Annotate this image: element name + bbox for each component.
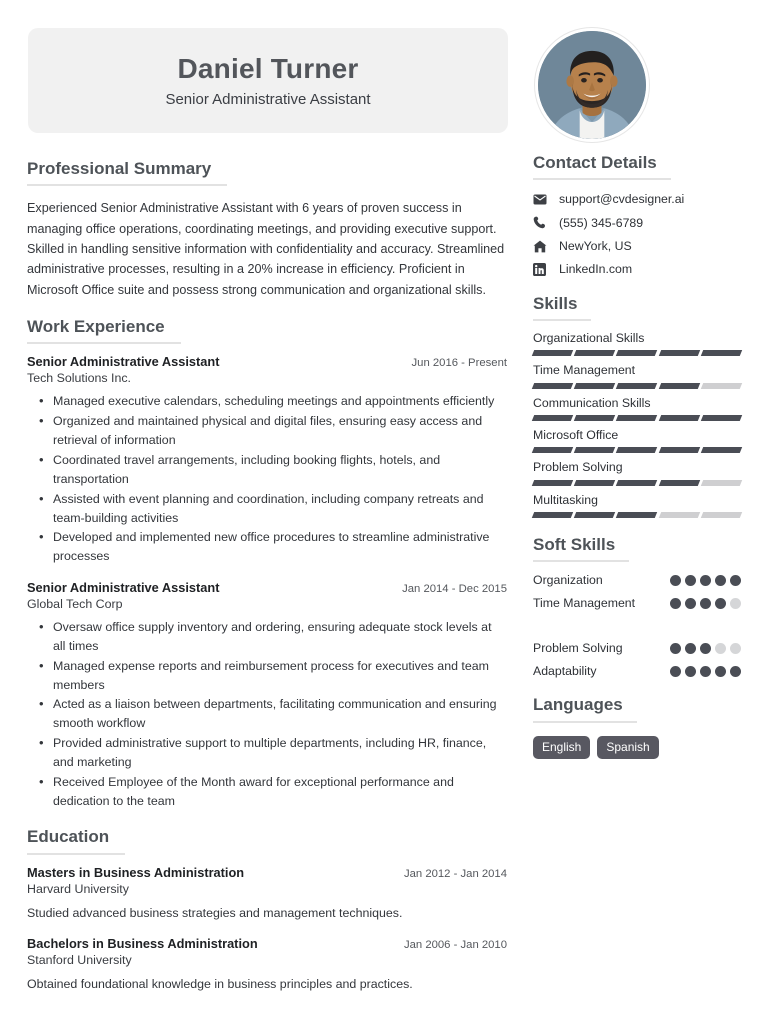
soft-skill-label: Adaptability	[533, 663, 597, 678]
education-entry	[27, 865, 507, 923]
list-item: • Provided administrative support to multiple departments, including HR, finance, and marketing	[53, 734, 507, 772]
rating-dot	[730, 643, 741, 654]
rating-dot	[700, 575, 711, 586]
contact-item-linkedin[interactable]	[533, 262, 741, 277]
list-item: • Received Employee of the Month award for exceptional performance and dedication to the team	[53, 773, 507, 811]
page-title: Daniel Turner	[177, 53, 359, 85]
education-description: Obtained foundational knowledge in business principles and practices.	[27, 977, 413, 992]
skill-segment	[701, 480, 743, 486]
soft-skill-label: Time Management	[533, 596, 636, 611]
experience-bullets	[27, 618, 507, 810]
skill-label: Organizational Skills	[533, 331, 645, 345]
skill-bar	[533, 415, 741, 421]
experience-company: Global Tech Corp	[27, 597, 123, 612]
experience-entry	[27, 354, 507, 566]
skill-label: Problem Solving	[533, 460, 623, 475]
language-list	[533, 736, 741, 759]
skill-item	[533, 460, 741, 485]
section-heading-soft-skills: Soft Skills	[533, 534, 629, 562]
section-languages	[533, 694, 741, 759]
rating-dot	[700, 598, 711, 609]
education-degree: Bachelors in Business Administration	[27, 936, 258, 952]
skill-bar	[533, 480, 741, 486]
contact-email-value: support@cvdesigner.ai	[559, 192, 685, 207]
skill-segment	[658, 383, 700, 389]
rating-dot	[715, 643, 726, 654]
skill-segment	[658, 350, 700, 356]
education-date: Jan 2006 - Jan 2010	[403, 939, 507, 952]
skill-segment	[658, 415, 700, 421]
soft-skill-rating	[670, 598, 741, 609]
envelope-icon	[533, 193, 550, 207]
education-school: Stanford University	[27, 953, 132, 968]
soft-skill-rating	[670, 666, 741, 677]
soft-skill-label: Problem Solving	[533, 640, 623, 655]
soft-skill-item	[533, 573, 741, 588]
list-item: • Developed and implemented new office procedures to streamline administrative processes	[53, 528, 507, 566]
rating-dot	[700, 643, 711, 654]
list-item: • Organized and maintained physical and digital files, ensuring easy access and retrieval of information	[53, 412, 507, 450]
skill-segment	[701, 415, 743, 421]
contact-list	[533, 192, 741, 277]
list-item: • Acted as a liaison between departments, facilitating communication and ensuring smooth workflow	[53, 695, 507, 733]
skill-segment	[701, 350, 743, 356]
experience-date: Jan 2014 - Dec 2015	[402, 583, 507, 596]
experience-role: Senior Administrative Assistant	[27, 580, 220, 596]
section-soft-skills	[533, 534, 741, 678]
skill-segment	[658, 512, 700, 518]
home-icon	[533, 239, 550, 253]
phone-icon	[533, 216, 550, 230]
soft-skill-item	[533, 641, 741, 656]
rating-dot	[670, 598, 681, 609]
skill-label: Microsoft Office	[533, 428, 619, 443]
experience-date: Jun 2016 - Present	[411, 357, 507, 370]
skill-bar	[533, 447, 741, 453]
skill-segment	[658, 447, 700, 453]
skill-segment	[658, 480, 700, 486]
section-heading-contact: Contact Details	[533, 152, 671, 180]
rating-dot	[685, 575, 696, 586]
skill-bar	[533, 350, 741, 356]
avatar	[535, 28, 649, 142]
skill-label: Multitasking	[533, 492, 598, 507]
education-entry-header	[27, 936, 507, 951]
experience-role: Senior Administrative Assistant	[27, 354, 220, 370]
soft-skill-rating	[670, 575, 741, 586]
sidebar-column	[533, 152, 741, 775]
rating-dot	[715, 598, 726, 609]
rating-dot	[700, 666, 711, 677]
education-entry	[27, 936, 507, 994]
section-work-experience	[27, 316, 507, 810]
skill-segment	[574, 480, 616, 486]
contact-item-email[interactable]	[533, 192, 741, 207]
skill-segment	[616, 350, 658, 356]
contact-item-phone[interactable]	[533, 216, 741, 231]
list-item: • Managed expense reports and reimbursement process for executives and team members	[53, 657, 507, 695]
name-card	[28, 28, 508, 133]
skill-label: Communication Skills	[533, 395, 651, 410]
skill-segment	[616, 480, 658, 486]
rating-dot	[685, 598, 696, 609]
skill-segment	[532, 512, 574, 518]
section-skills	[533, 293, 741, 518]
list-item: • Assisted with event planning and coordination, including company retreats and team-building activities	[53, 490, 507, 528]
rating-dot	[685, 666, 696, 677]
contact-linkedin-value: LinkedIn.com	[559, 262, 633, 276]
experience-bullets	[27, 392, 507, 566]
education-entry-header	[27, 865, 507, 880]
rating-dot	[685, 643, 696, 654]
skill-segment	[574, 415, 616, 421]
soft-skill-item	[533, 596, 741, 611]
section-education	[27, 826, 507, 993]
section-heading-languages: Languages	[533, 694, 637, 722]
skill-item	[533, 363, 741, 388]
rating-dot	[715, 575, 726, 586]
list-item: • Oversaw office supply inventory and ordering, ensuring adequate stock levels at all times	[53, 618, 507, 656]
rating-dot	[670, 666, 681, 677]
rating-dot	[715, 666, 726, 677]
skill-segment	[532, 350, 574, 356]
section-heading-skills: Skills	[533, 293, 591, 321]
skill-segment	[701, 512, 743, 518]
rating-dot	[670, 575, 681, 586]
contact-phone-value: (555) 345-6789	[559, 215, 644, 230]
job-title: Senior Administrative Assistant	[165, 90, 371, 108]
linkedin-icon	[533, 262, 550, 276]
soft-skill-item	[533, 664, 741, 679]
rating-dot	[730, 598, 741, 609]
skill-segment	[574, 383, 616, 389]
skill-item	[533, 331, 741, 356]
skill-label: Time Management	[533, 363, 636, 378]
skill-segment	[616, 447, 658, 453]
list-item: • Coordinated travel arrangements, including booking flights, hotels, and transportation	[53, 451, 507, 489]
rating-dot	[730, 666, 741, 677]
experience-entry	[27, 580, 507, 810]
skill-segment	[701, 447, 743, 453]
main-column	[27, 158, 507, 1010]
profile-photo-illustration	[538, 31, 646, 139]
skill-segment	[532, 383, 574, 389]
skill-segment	[532, 447, 574, 453]
section-professional-summary	[27, 158, 507, 300]
soft-skill-rating	[670, 643, 741, 654]
skill-segment	[701, 383, 743, 389]
skill-segment	[532, 480, 574, 486]
experience-entry-header	[27, 354, 507, 369]
section-heading-experience: Work Experience	[27, 316, 181, 344]
skill-segment	[574, 512, 616, 518]
skill-segment	[574, 447, 616, 453]
skill-bar	[533, 383, 741, 389]
experience-company: Tech Solutions Inc.	[27, 371, 132, 386]
skill-segment	[616, 383, 658, 389]
section-heading-education: Education	[27, 826, 125, 854]
language-tag: English	[533, 736, 590, 759]
soft-skill-list	[533, 573, 741, 678]
education-description: Studied advanced business strategies and management techniques.	[27, 905, 403, 920]
language-tag: Spanish	[597, 736, 658, 759]
skill-segment	[616, 415, 658, 421]
skill-segment	[574, 350, 616, 356]
education-school: Harvard University	[27, 881, 129, 896]
summary-text: Experienced Senior Administrative Assistant with 6 years of proven success in managing office operations, coordinating meetings, and providing executive support. Skilled in handling sensitive information with confidentiality and accuracy. Streamlined administrative processes, resulting in a 20% increase in efficiency. Proficient in Microsoft Office suite and possess strong communication and organizational skills.	[27, 201, 505, 297]
rating-dot	[730, 575, 741, 586]
resume-header	[0, 0, 768, 152]
education-degree: Masters in Business Administration	[27, 864, 245, 880]
skill-bar	[533, 512, 741, 518]
skill-segment	[616, 512, 658, 518]
contact-location-value: NewYork, US	[559, 238, 632, 253]
skill-item	[533, 428, 741, 453]
skill-item	[533, 493, 741, 518]
list-item: • Managed executive calendars, scheduling meetings and appointments efficiently	[53, 392, 507, 411]
experience-entry-header	[27, 580, 507, 595]
profile-photo	[538, 31, 646, 139]
skill-item	[533, 396, 741, 421]
rating-dot	[670, 643, 681, 654]
section-heading-summary: Professional Summary	[27, 158, 227, 186]
skill-segment	[532, 415, 574, 421]
section-contact-details	[533, 152, 741, 277]
soft-skill-label: Organization	[533, 573, 603, 588]
contact-item-location[interactable]	[533, 239, 741, 254]
education-date: Jan 2012 - Jan 2014	[403, 867, 507, 880]
